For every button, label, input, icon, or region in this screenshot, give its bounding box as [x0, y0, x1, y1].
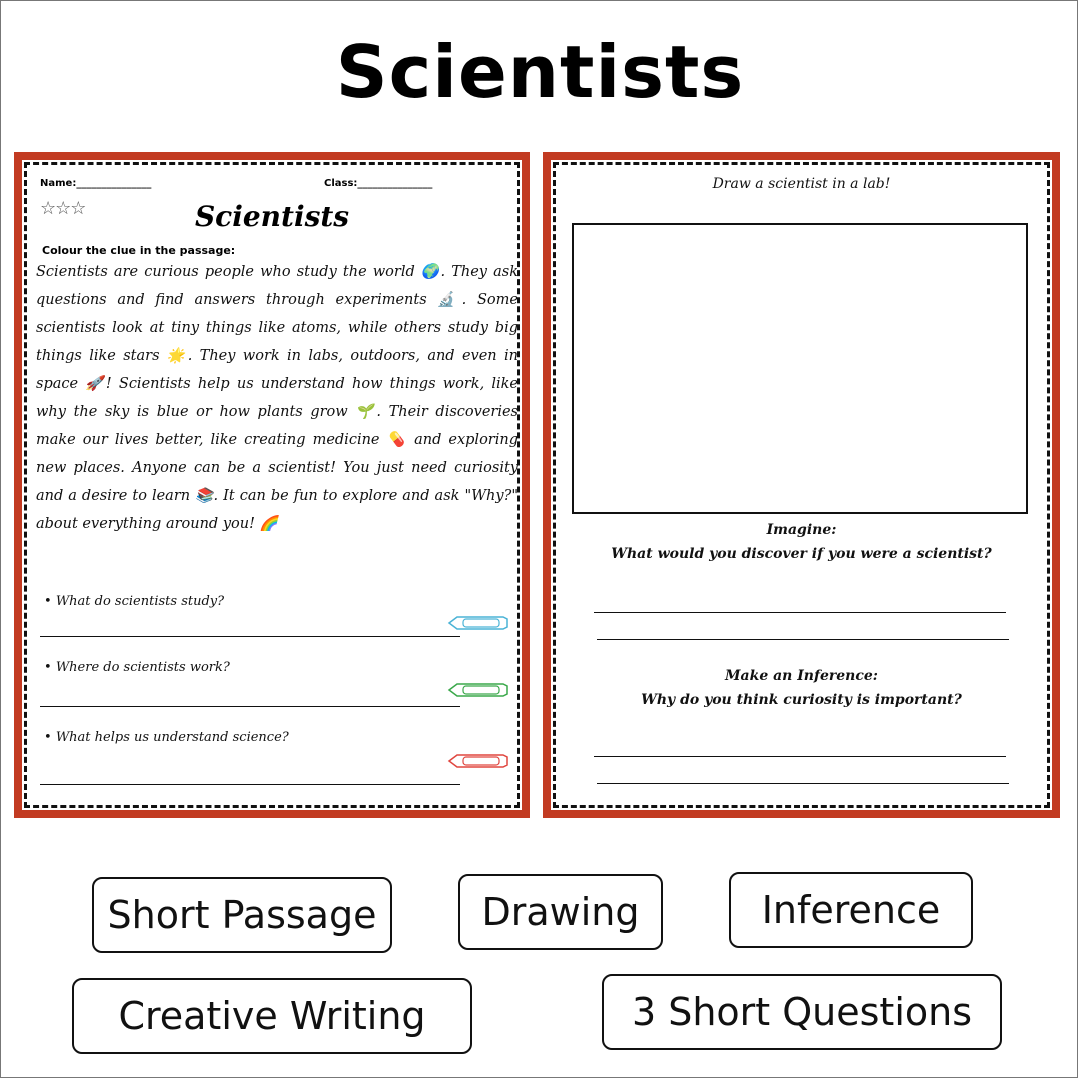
question-3: • What helps us understand science? [44, 730, 289, 745]
question-2-text: Where do scientists work? [55, 660, 230, 675]
draw-prompt: Draw a scientist in a lab! [712, 176, 891, 192]
tag-inference: Inference [729, 872, 973, 948]
reading-passage: Scientists are curious people who study the world 🌍. They ask questions and find answers through experiments 🔬. Some scientists look at tiny things like atoms, while others study big things like stars 🌟. They work in labs, outdoors, and even in space 🚀! Scientists help us understand how things work, like why the sky is blue or how plants grow 🌱. Their discoveries make our lives better, like creating medicine 💊 and exploring new places. Anyone can be a scientist! You just need curiosity and a desire to learn 📚. It can be fun to explore and ask "Why?" about everything around you! 🌈 [36, 264, 518, 532]
tag-3-short-questions: 3 Short Questions [602, 974, 1002, 1050]
question-1: • What do scientists study? [44, 594, 225, 609]
worksheet-passage-preview [14, 152, 530, 818]
tag-drawing: Drawing [458, 874, 663, 950]
rating-stars-icon: ☆☆☆ [40, 198, 86, 219]
question-3-text: What helps us understand science? [55, 730, 289, 745]
worksheet-drawing-preview [543, 152, 1060, 818]
answer-line-1[interactable] [40, 636, 460, 637]
imagine-question: What would you discover if you were a scientist? [611, 546, 992, 562]
imagine-line-1[interactable] [594, 612, 1006, 613]
answer-line-3[interactable] [40, 784, 460, 785]
inference-line-2[interactable] [597, 783, 1009, 784]
name-field-label: Name:_______________ [40, 178, 152, 189]
green-crayon-icon [447, 681, 509, 699]
inference-question: Why do you think curiosity is important? [641, 692, 962, 708]
red-crayon-icon [447, 752, 509, 770]
answer-line-2[interactable] [40, 706, 460, 707]
inference-label: Make an Inference: [725, 668, 878, 684]
worksheet-title: Scientists [194, 200, 350, 233]
imagine-line-2[interactable] [597, 639, 1009, 640]
sheet-inner [551, 160, 1052, 810]
drawing-area[interactable] [572, 223, 1028, 514]
imagine-label: Imagine: [766, 522, 837, 538]
tag-short-passage: Short Passage [92, 877, 392, 953]
tag-creative-writing: Creative Writing [72, 978, 472, 1054]
inference-line-1[interactable] [594, 756, 1006, 757]
blue-crayon-icon [447, 614, 509, 632]
question-1-text: What do scientists study? [55, 594, 225, 609]
passage-instruction: Colour the clue in the passage: [42, 244, 236, 257]
page-title: Scientists [335, 30, 745, 114]
question-2: • Where do scientists work? [44, 660, 230, 675]
sheet-inner [22, 160, 522, 810]
class-field-label: Class:_______________ [324, 178, 433, 189]
